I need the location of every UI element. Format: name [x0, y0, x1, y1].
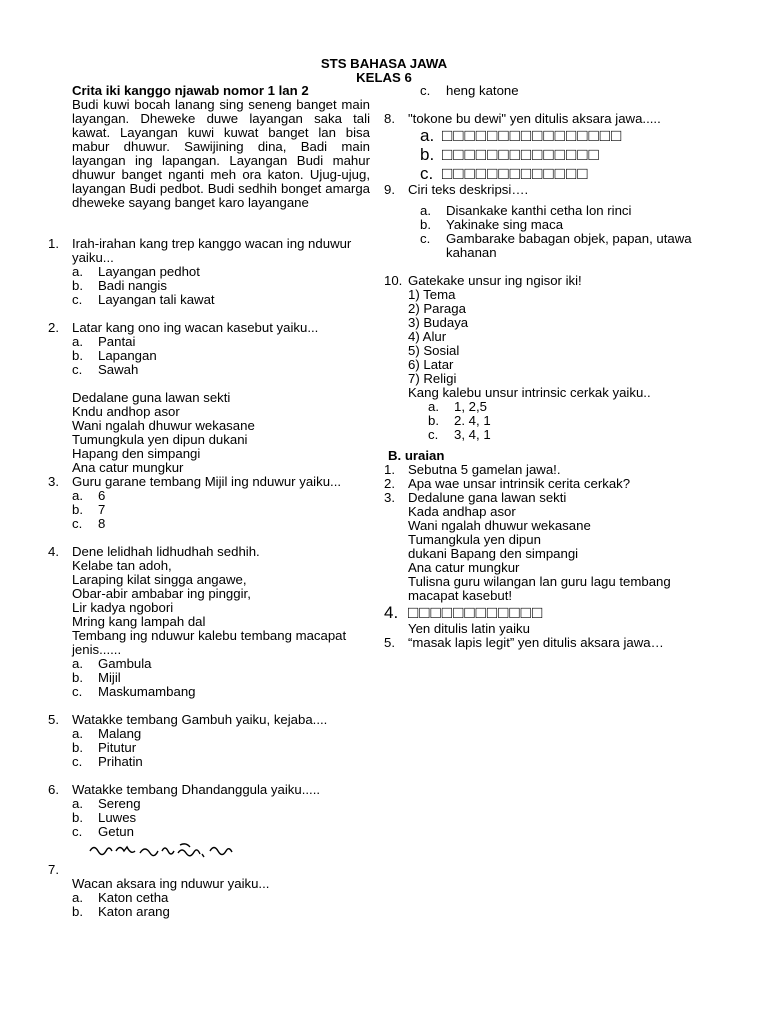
option[interactable] [420, 164, 724, 183]
option-letter: c. [72, 362, 83, 377]
option[interactable] [72, 671, 370, 685]
option-letter: b. [72, 904, 83, 919]
option[interactable] [72, 363, 370, 377]
option-letter: c. [420, 83, 431, 98]
question-number: 3. [384, 490, 395, 505]
option-letter: a. [428, 399, 439, 414]
question-text: Wacan aksara ing nduwur yaiku... [72, 876, 270, 891]
page-title: STS BAHASA JAWA [320, 56, 448, 71]
question-1 [48, 237, 370, 307]
option[interactable] [72, 657, 370, 671]
question-text: Irah-irahan kang trep kanggo wacan ing nduwur yaiku... [72, 236, 352, 265]
question-text: Guru garane tembang Mijil ing nduwur yaiku... [72, 474, 342, 489]
option[interactable] [72, 503, 370, 517]
option-letter: a. [420, 203, 431, 218]
poem-line: Kelabe tan adoh, [72, 558, 172, 573]
question-number: 3. [48, 474, 59, 489]
page-subtitle: KELAS 6 [356, 70, 412, 85]
question-number: 8. [384, 111, 395, 126]
option[interactable] [72, 489, 370, 503]
poem-line: Mring kang lampah dal [72, 614, 206, 629]
poem-line: Obar-abir ambabar ing pinggir, [72, 586, 251, 601]
question-number: 4. [48, 544, 59, 559]
question-6 [48, 783, 370, 839]
option[interactable] [72, 279, 370, 293]
option-letter: c. [72, 824, 83, 839]
option-text: heng katone [446, 83, 519, 98]
option[interactable] [420, 84, 724, 98]
question-text: Ciri teks deskripsi…. [408, 182, 529, 197]
option[interactable] [420, 218, 724, 232]
question-number: 1. [48, 236, 59, 251]
option-letter: c. [428, 427, 439, 442]
essay-question-4 [384, 603, 724, 636]
list-item: 6) Latar [408, 357, 454, 372]
option-text: Lapangan [98, 348, 157, 363]
option[interactable] [72, 825, 370, 839]
option-text: Pantai [98, 334, 136, 349]
option[interactable] [72, 741, 370, 755]
question-text: Tembang ing nduwur kalebu tembang macapat jenis...... [72, 628, 347, 657]
question-number: 2. [384, 476, 395, 491]
question-text: Apa wae unsar intrinsik cerita cerkak? [408, 476, 631, 491]
option[interactable] [428, 400, 724, 414]
question-10 [384, 274, 724, 442]
question-number: 5. [384, 635, 395, 650]
option-letter: b. [428, 413, 439, 428]
option-letter: a. [72, 890, 83, 905]
option-text: Sereng [98, 796, 141, 811]
question-text: "tokone bu dewi" yen ditulis aksara jawa..... [408, 111, 661, 126]
option-text: Badi nangis [98, 278, 167, 293]
option-text: Sawah [98, 362, 139, 377]
essay-question-2 [384, 477, 724, 491]
poem-line: Hapang den simpangi [72, 446, 201, 461]
option[interactable] [72, 349, 370, 363]
option-letter: a. [72, 726, 83, 741]
option-letter: a. [72, 334, 83, 349]
question-text: Watakke tembang Dhandanggula yaiku..... [72, 782, 321, 797]
option-text: 6 [98, 488, 106, 503]
option[interactable] [72, 335, 370, 349]
option-text: Luwes [98, 810, 137, 825]
option[interactable] [428, 414, 724, 428]
poem-line: dukani Bapang den simpangi [408, 546, 579, 561]
option[interactable] [420, 145, 724, 164]
option[interactable] [428, 428, 724, 442]
question-text: Sebutna 5 gamelan jawa!. [408, 462, 561, 477]
option-text: Layangan tali kawat [98, 292, 215, 307]
list-item: 7) Religi [408, 371, 457, 386]
poem-line: Dene lelidhah lidhudhah sedhih. [72, 544, 260, 559]
question-text: Tulisna guru wilangan lan guru lagu tembang macapat kasebut! [408, 574, 671, 603]
option[interactable] [72, 517, 370, 531]
option[interactable] [72, 685, 370, 699]
question-text: Kang kalebu unsur intrinsic cerkak yaiku.. [408, 385, 651, 400]
option-text: 1, 2,5 [454, 399, 487, 414]
option-letter: b. [72, 670, 83, 685]
list-item: 2) Paraga [408, 301, 466, 316]
poem-line: Ana catur mungkur [72, 460, 184, 475]
right-column [384, 84, 724, 650]
poem-line: Kada andhap asor [408, 504, 516, 519]
option[interactable] [420, 232, 724, 260]
poem-line: Wani ngalah dhuwur wekasane [408, 518, 591, 533]
story-passage [72, 84, 370, 210]
question-number: 6. [48, 782, 59, 797]
option-letter: a. [72, 796, 83, 811]
poem-line: Ana catur mungkur [408, 560, 520, 575]
poem-line: Laraping kilat singga angawe, [72, 572, 247, 587]
option[interactable] [72, 797, 370, 811]
option-text: 7 [98, 502, 106, 517]
question-9 [384, 183, 724, 260]
list-item: 5) Sosial [408, 343, 460, 358]
option-text: Layangan pedhot [98, 264, 200, 279]
javanese-script-text: □□□□□□□□□□□□ [408, 603, 544, 622]
option-letter: b. [72, 740, 83, 755]
list-item: 1) Tema [408, 287, 456, 302]
story-text: Budi kuwi bocah lanang sing seneng banget main layangan. Dheweke duwe layangan saka tali kawat. Layangan kuwi kuwat banget lan bisa mabur dhuwur. Sawijining dina, Badi main layangan ing lapangan. Layangan Budi mahur dhuwur banget nganti meh ora katon. Ujug-ujug, layangan Budi pedbot. Budi sedhih bonget amarga dheweke sayang banget karo layangane [72, 97, 370, 210]
question-text: Yen ditulis latin yaiku [408, 621, 530, 636]
option-letter: b. [72, 348, 83, 363]
option-text: Katon cetha [98, 890, 169, 905]
question-4 [48, 545, 370, 699]
javanese-script-image [88, 839, 370, 863]
option-text: Gambarake babagan objek, papan, utawa kahanan [446, 231, 692, 260]
question-8 [384, 112, 724, 183]
option-letter: a. [420, 126, 435, 145]
option[interactable] [72, 905, 370, 919]
left-column [48, 84, 370, 919]
option-text: Getun [98, 824, 134, 839]
option-text: □□□□□□□□□□□□□ [442, 164, 589, 183]
option-text: 8 [98, 516, 106, 531]
poem-line: Kndu andhop asor [72, 404, 180, 419]
question-number: 4. [384, 603, 399, 622]
option-letter: a. [72, 488, 83, 503]
poem-line: Lir kadya ngobori [72, 600, 174, 615]
option-letter: c. [72, 292, 83, 307]
option-letter: b. [72, 810, 83, 825]
option-letter: c. [72, 684, 83, 699]
option[interactable] [420, 126, 724, 145]
option-text: Prihatin [98, 754, 143, 769]
section-b-heading: B. uraian [388, 448, 445, 463]
option-letter: c. [72, 516, 83, 531]
option-text: Pitutur [98, 740, 137, 755]
option-text: Mijil [98, 670, 121, 685]
option-text: Katon arang [98, 904, 170, 919]
option-text: Disankake kanthi cetha lon rinci [446, 203, 632, 218]
question-number: 2. [48, 320, 59, 335]
question-7 [48, 839, 370, 919]
question-number: 1. [384, 462, 395, 477]
option-text: Malang [98, 726, 142, 741]
option-letter: c. [72, 754, 83, 769]
option[interactable] [420, 204, 724, 218]
option[interactable] [72, 755, 370, 769]
option[interactable] [72, 891, 370, 905]
option-text: Maskumambang [98, 684, 196, 699]
option-text: Gambula [98, 656, 152, 671]
poem-mijil [72, 391, 370, 475]
essay-question-1 [384, 463, 724, 477]
option-letter: a. [72, 264, 83, 279]
question-number: 10. [384, 273, 403, 288]
essay-question-3 [384, 491, 724, 603]
option-letter: b. [72, 278, 83, 293]
question-text: Gatekake unsur ing ngisor iki! [408, 273, 582, 288]
question-3 [48, 475, 370, 531]
question-2 [48, 321, 370, 377]
option-letter: a. [72, 656, 83, 671]
story-heading: Crita iki kanggo njawab nomor 1 lan 2 [72, 83, 309, 98]
option-text: □□□□□□□□□□□□□□□□ [442, 126, 623, 145]
poem-line: Tumangkula yen dipun [408, 532, 541, 547]
essay-question-5 [384, 636, 724, 650]
option-text: □□□□□□□□□□□□□□ [442, 145, 600, 164]
poem-line: Wani ngalah dhuwur wekasane [72, 418, 255, 433]
question-number: 5. [48, 712, 59, 727]
list-item: 4) Alur [408, 329, 447, 344]
option-letter: c. [420, 164, 434, 183]
question-text: Watakke tembang Gambuh yaiku, kejaba.... [72, 712, 328, 727]
option-letter: b. [72, 502, 83, 517]
poem-line: Tumungkula yen dipun dukani [72, 432, 248, 447]
option-letter: c. [420, 231, 431, 246]
option[interactable] [72, 727, 370, 741]
poem-line: Dedalane guna lawan sekti [72, 390, 231, 405]
option-letter: b. [420, 217, 431, 232]
list-item: 3) Budaya [408, 315, 469, 330]
option[interactable] [72, 265, 370, 279]
question-number: 9. [384, 182, 395, 197]
option[interactable] [72, 811, 370, 825]
option[interactable] [72, 293, 370, 307]
question-text: Latar kang ono ing wacan kasebut yaiku... [72, 320, 319, 335]
option-text: 3, 4, 1 [454, 427, 491, 442]
option-letter: b. [420, 145, 435, 164]
question-text: “masak lapis legit” yen ditulis aksara jawa… [408, 635, 664, 650]
question-5 [48, 713, 370, 769]
poem-line: Dedalune gana lawan sekti [408, 490, 567, 505]
option-text: 2. 4, 1 [454, 413, 491, 428]
question-number: 7. [48, 862, 59, 877]
option-text: Yakinake sing maca [446, 217, 564, 232]
